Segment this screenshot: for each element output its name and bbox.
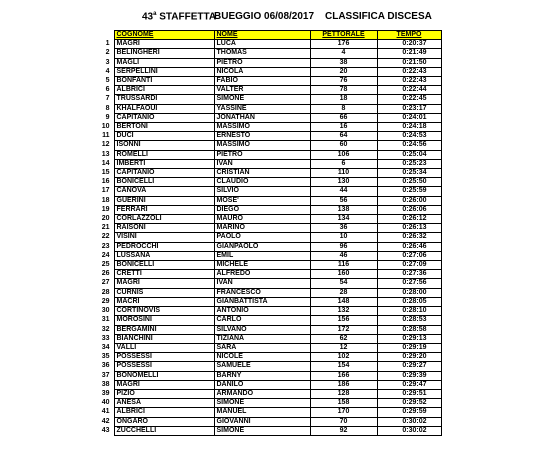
cell-tempo: 0:28:00 [377, 288, 441, 297]
cell-pettorale: 96 [310, 242, 377, 251]
cell-nome: MASSIMO [214, 141, 310, 150]
cell-cognome: MACRI [114, 297, 214, 306]
table-row [96, 297, 441, 306]
cell-tempo: 0:25:23 [377, 159, 441, 168]
cell-cognome: BERTONI [114, 123, 214, 132]
cell-cognome: BONFANTI [114, 77, 214, 86]
cell-pettorale: 106 [310, 150, 377, 159]
cell-pettorale: 110 [310, 169, 377, 178]
cell-nome: ANTONIO [214, 307, 310, 316]
cell-pettorale: 62 [310, 334, 377, 343]
cell-tempo: 0:29:47 [377, 380, 441, 389]
table-row [96, 242, 441, 251]
cell-cognome: KHALFAOUI [114, 104, 214, 113]
cell-pettorale: 38 [310, 58, 377, 67]
edition-number: 43 [142, 11, 154, 23]
cell-nome: CLAUDIO [214, 178, 310, 187]
cell-nome: MASSIMO [214, 123, 310, 132]
cell-cognome: CORLAZZOLI [114, 215, 214, 224]
cell-pettorale: 92 [310, 426, 377, 435]
cell-tempo: 0:22:43 [377, 67, 441, 76]
table-row [96, 399, 441, 408]
table-row [96, 77, 441, 86]
cell-position: 34 [101, 343, 110, 351]
cell-nome: NICOLA [214, 67, 310, 76]
cell-tempo: 0:25:59 [377, 187, 441, 196]
cell-pettorale: 18 [310, 95, 377, 104]
cell-pettorale: 12 [310, 343, 377, 352]
table-row [96, 86, 441, 95]
edition-suffix: a [153, 11, 157, 17]
cell-cognome: BELINGHERI [114, 49, 214, 58]
table-row [96, 261, 441, 270]
cell-tempo: 0:29:19 [377, 343, 441, 352]
cell-position: 10 [101, 123, 110, 131]
cell-pettorale: 46 [310, 251, 377, 260]
document-title [0, 11, 534, 25]
cell-pettorale: 148 [310, 297, 377, 306]
cell-nome: ARMANDO [214, 389, 310, 398]
table-row [96, 224, 441, 233]
cell-position: 29 [101, 297, 110, 305]
table-row [96, 113, 441, 122]
cell-pettorale: 44 [310, 187, 377, 196]
header-pettorale: PETTORALE [310, 31, 377, 40]
cell-position: 30 [101, 307, 110, 315]
cell-pettorale: 172 [310, 325, 377, 334]
cell-position: 43 [101, 426, 110, 434]
cell-pettorale: 64 [310, 132, 377, 141]
table-row [96, 279, 441, 288]
cell-nome: SIMONE [214, 95, 310, 104]
cell-nome: PIETRO [214, 150, 310, 159]
cell-cognome: CANOVA [114, 187, 214, 196]
table-row [96, 169, 441, 178]
cell-tempo: 0:26:13 [377, 224, 441, 233]
cell-position: 22 [101, 233, 110, 241]
cell-nome: CRISTIAN [214, 169, 310, 178]
cell-pettorale: 8 [310, 104, 377, 113]
cell-pettorale: 70 [310, 417, 377, 426]
cell-position: 25 [101, 261, 110, 269]
cell-pettorale: 130 [310, 178, 377, 187]
cell-nome: SIMONE [214, 399, 310, 408]
cell-tempo: 0:28:10 [377, 307, 441, 316]
table-row [96, 104, 441, 113]
cell-position: 18 [101, 196, 110, 204]
table-row [96, 123, 441, 132]
cell-cognome: MOROSINI [114, 316, 214, 325]
cell-nome: LUCA [214, 40, 310, 49]
cell-position: 7 [105, 95, 110, 103]
cell-cognome: VISINI [114, 233, 214, 242]
cell-pettorale: 128 [310, 389, 377, 398]
table-row [96, 49, 441, 58]
table-row [96, 67, 441, 76]
cell-pettorale: 116 [310, 261, 377, 270]
cell-cognome: FERRARI [114, 205, 214, 214]
cell-cognome: BONOMELLI [114, 371, 214, 380]
cell-position: 35 [101, 353, 110, 361]
cell-cognome: VALLI [114, 343, 214, 352]
table-row [96, 159, 441, 168]
cell-tempo: 0:29:52 [377, 399, 441, 408]
table-row [96, 362, 441, 371]
event-name: STAFFETTA [159, 11, 217, 23]
cell-tempo: 0:24:53 [377, 132, 441, 141]
cell-nome: PAOLO [214, 233, 310, 242]
ranking-title: CLASSIFICA DISCESA [325, 11, 432, 22]
cell-tempo: 0:26:06 [377, 205, 441, 214]
cell-pettorale: 66 [310, 113, 377, 122]
cell-position: 17 [101, 187, 110, 195]
cell-tempo: 0:28:53 [377, 316, 441, 325]
results-table-body [96, 31, 441, 436]
cell-tempo: 0:22:43 [377, 77, 441, 86]
cell-nome: TIZIANA [214, 334, 310, 343]
cell-position: 8 [105, 104, 110, 112]
cell-pettorale: 4 [310, 49, 377, 58]
table-row [96, 270, 441, 279]
cell-cognome: ONGARO [114, 417, 214, 426]
cell-cognome: MAGRI [114, 40, 214, 49]
cell-position: 12 [101, 141, 110, 149]
cell-nome: SAMUELE [214, 362, 310, 371]
cell-tempo: 0:27:09 [377, 261, 441, 270]
cell-cognome: CURNIS [114, 288, 214, 297]
cell-cognome: MAGRI [114, 380, 214, 389]
cell-tempo: 0:24:01 [377, 113, 441, 122]
cell-tempo: 0:26:46 [377, 242, 441, 251]
table-row [96, 371, 441, 380]
cell-position: 11 [102, 132, 110, 140]
cell-tempo: 0:29:20 [377, 353, 441, 362]
header-tempo: TEMPO [377, 31, 441, 40]
table-row [96, 325, 441, 334]
cell-nome: CARLO [214, 316, 310, 325]
cell-cognome: GUERINI [114, 196, 214, 205]
edition-label [142, 11, 216, 22]
cell-cognome: SERPELLINI [114, 67, 214, 76]
cell-position: 21 [101, 224, 110, 232]
cell-nome: DANILO [214, 380, 310, 389]
cell-pettorale: 6 [310, 159, 377, 168]
cell-position: 13 [101, 150, 110, 158]
cell-nome: DIEGO [214, 205, 310, 214]
cell-nome: PIETRO [214, 58, 310, 67]
cell-cognome: ALBRICI [114, 86, 214, 95]
cell-cognome: BERGAMINI [114, 325, 214, 334]
table-row [96, 58, 441, 67]
cell-position: 27 [101, 279, 110, 287]
cell-tempo: 0:29:59 [377, 408, 441, 417]
cell-pettorale: 16 [310, 123, 377, 132]
cell-pettorale: 36 [310, 224, 377, 233]
cell-position: 31 [101, 316, 110, 324]
cell-tempo: 0:22:45 [377, 95, 441, 104]
cell-pettorale: 170 [310, 408, 377, 417]
cell-pettorale: 76 [310, 77, 377, 86]
cell-tempo: 0:26:32 [377, 233, 441, 242]
cell-pettorale: 176 [310, 40, 377, 49]
table-row [96, 408, 441, 417]
table-row [96, 187, 441, 196]
cell-position: 28 [101, 288, 110, 296]
cell-nome: YASSINE [214, 104, 310, 113]
cell-pettorale: 186 [310, 380, 377, 389]
cell-pettorale: 60 [310, 141, 377, 150]
table-row [96, 417, 441, 426]
cell-tempo: 0:21:50 [377, 58, 441, 67]
cell-nome: THOMAS [214, 49, 310, 58]
table-row [96, 233, 441, 242]
cell-tempo: 0:26:00 [377, 196, 441, 205]
table-row [96, 141, 441, 150]
table-row [96, 334, 441, 343]
table-row [96, 316, 441, 325]
cell-cognome: CAPITANIO [114, 113, 214, 122]
table-row [96, 40, 441, 49]
cell-tempo: 0:24:18 [377, 123, 441, 132]
cell-nome: SILVIO [214, 187, 310, 196]
cell-cognome: BONICELLI [114, 178, 214, 187]
table-row [96, 205, 441, 214]
table-row [96, 251, 441, 260]
cell-cognome: CORTINOVIS [114, 307, 214, 316]
cell-position: 19 [101, 205, 110, 213]
results-table [96, 30, 442, 436]
cell-tempo: 0:30:02 [377, 426, 441, 435]
table-row [96, 380, 441, 389]
table-row [96, 288, 441, 297]
cell-cognome: PIZIO [114, 389, 214, 398]
cell-tempo: 0:27:56 [377, 279, 441, 288]
table-row [96, 95, 441, 104]
cell-pettorale: 138 [310, 205, 377, 214]
table-row [96, 353, 441, 362]
cell-pettorale: 10 [310, 233, 377, 242]
cell-cognome: PEDROCCHI [114, 242, 214, 251]
cell-tempo: 0:29:13 [377, 334, 441, 343]
cell-cognome: CAPITANIO [114, 169, 214, 178]
cell-position: 20 [101, 215, 110, 223]
cell-cognome: BONICELLI [114, 261, 214, 270]
cell-nome: ALFREDO [214, 270, 310, 279]
cell-nome: IVAN [214, 279, 310, 288]
cell-cognome: LUSSANA [114, 251, 214, 260]
place-date: BUEGGIO 06/08/2017 [214, 11, 315, 22]
cell-cognome: TRUSSARDI [114, 95, 214, 104]
header-pos [96, 31, 114, 40]
cell-tempo: 0:29:51 [377, 389, 441, 398]
table-row [96, 307, 441, 316]
cell-nome: EMIL [214, 251, 310, 260]
cell-cognome: IMBERTI [114, 159, 214, 168]
cell-tempo: 0:22:44 [377, 86, 441, 95]
cell-position: 6 [105, 86, 110, 94]
cell-tempo: 0:27:06 [377, 251, 441, 260]
cell-pettorale: 56 [310, 196, 377, 205]
cell-position: 38 [101, 380, 110, 388]
table-row [96, 178, 441, 187]
cell-cognome: POSSESSI [114, 362, 214, 371]
cell-position: 37 [101, 371, 110, 379]
cell-position: 15 [101, 169, 110, 177]
cell-position: 16 [101, 178, 110, 186]
cell-tempo: 0:30:02 [377, 417, 441, 426]
cell-pettorale: 154 [310, 362, 377, 371]
cell-nome: MARINO [214, 224, 310, 233]
cell-nome: BARNY [214, 371, 310, 380]
cell-pettorale: 156 [310, 316, 377, 325]
cell-position: 9 [105, 113, 110, 121]
cell-tempo: 0:28:05 [377, 297, 441, 306]
cell-nome: NICOLE [214, 353, 310, 362]
cell-pettorale: 28 [310, 288, 377, 297]
cell-nome: SIMONE [214, 426, 310, 435]
table-row [96, 426, 441, 435]
header-nome: NOME [214, 31, 310, 40]
cell-tempo: 0:25:04 [377, 150, 441, 159]
cell-nome: MAURO [214, 215, 310, 224]
cell-tempo: 0:20:37 [377, 40, 441, 49]
cell-nome: FRANCESCO [214, 288, 310, 297]
cell-position: 24 [101, 251, 110, 259]
cell-pettorale: 134 [310, 215, 377, 224]
cell-nome: GIOVANNI [214, 417, 310, 426]
cell-position: 40 [101, 399, 110, 407]
cell-tempo: 0:23:17 [377, 104, 441, 113]
cell-tempo: 0:21:49 [377, 49, 441, 58]
table-row [96, 150, 441, 159]
cell-cognome: RAISONI [114, 224, 214, 233]
cell-nome: GIANBATTISTA [214, 297, 310, 306]
cell-nome: JONATHAN [214, 113, 310, 122]
cell-position: 41 [101, 408, 110, 416]
cell-position: 26 [101, 270, 110, 278]
cell-cognome: ZUCCHELLI [114, 426, 214, 435]
cell-nome: IVAN [214, 159, 310, 168]
cell-position: 39 [101, 389, 110, 397]
cell-cognome: ISONNI [114, 141, 214, 150]
cell-position: 32 [101, 325, 110, 333]
cell-cognome: CRETTI [114, 270, 214, 279]
cell-nome: MICHELE [214, 261, 310, 270]
cell-nome: MANUEL [214, 408, 310, 417]
cell-nome: ERNESTO [214, 132, 310, 141]
cell-pettorale: 102 [310, 353, 377, 362]
cell-position: 42 [101, 417, 110, 425]
cell-position: 14 [101, 159, 110, 167]
cell-position: 23 [101, 242, 110, 250]
cell-cognome: MAGRI [114, 279, 214, 288]
cell-pettorale: 78 [310, 86, 377, 95]
cell-position: 33 [101, 334, 110, 342]
cell-nome: VALTER [214, 86, 310, 95]
cell-cognome: MAGLI [114, 58, 214, 67]
cell-tempo: 0:25:34 [377, 169, 441, 178]
cell-pettorale: 132 [310, 307, 377, 316]
cell-cognome: DUCI [114, 132, 214, 141]
cell-nome: SILVANO [214, 325, 310, 334]
cell-pettorale: 20 [310, 67, 377, 76]
cell-position: 5 [105, 77, 110, 85]
cell-tempo: 0:26:12 [377, 215, 441, 224]
table-row [96, 215, 441, 224]
cell-position: 36 [101, 362, 110, 370]
cell-nome: GIANPAOLO [214, 242, 310, 251]
cell-cognome: POSSESSI [114, 353, 214, 362]
cell-pettorale: 166 [310, 371, 377, 380]
cell-tempo: 0:29:27 [377, 362, 441, 371]
cell-cognome: BIANCHINI [114, 334, 214, 343]
cell-tempo: 0:24:56 [377, 141, 441, 150]
cell-position: 3 [105, 58, 110, 66]
table-row [96, 389, 441, 398]
table-header-row [96, 31, 441, 40]
cell-nome: FABIO [214, 77, 310, 86]
table-row [96, 343, 441, 352]
cell-cognome: ANESA [114, 399, 214, 408]
cell-pettorale: 158 [310, 399, 377, 408]
table-row [96, 132, 441, 141]
cell-nome: SARA [214, 343, 310, 352]
cell-tempo: 0:29:39 [377, 371, 441, 380]
cell-tempo: 0:25:50 [377, 178, 441, 187]
table-row [96, 196, 441, 205]
cell-cognome: ALBRICI [114, 408, 214, 417]
cell-pettorale: 54 [310, 279, 377, 288]
cell-tempo: 0:27:36 [377, 270, 441, 279]
cell-position: 2 [105, 49, 110, 57]
cell-cognome: ROMELLI [114, 150, 214, 159]
cell-position: 1 [105, 40, 110, 48]
header-cognome: COGNOME [114, 31, 214, 40]
cell-nome: MOSE' [214, 196, 310, 205]
cell-tempo: 0:28:58 [377, 325, 441, 334]
cell-pettorale: 160 [310, 270, 377, 279]
cell-position: 4 [105, 67, 110, 75]
